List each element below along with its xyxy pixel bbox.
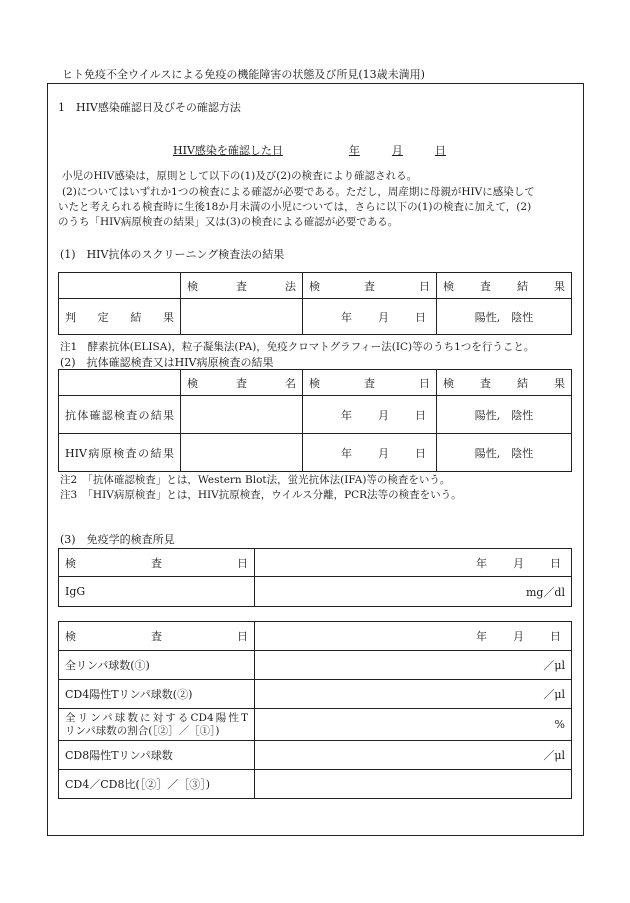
cd4-cd8-ratio-label: CD4／CD8比(［②］／［③］) <box>59 770 255 799</box>
paragraph-4: のうち「HIV病原検査の結果」又は(3)の検査による確認が必要である。 <box>58 216 399 228</box>
igg-table <box>58 548 572 607</box>
screening-table <box>58 272 572 335</box>
cd4-ratio-label-line1: 全リンパ球数に対するCD4陽性T <box>65 711 248 724</box>
screening-method-input[interactable] <box>181 299 303 335</box>
note-3: 注3 「HIV病原検査」とは，HIV抗原検査，ウイルス分離，PCR法等の検査をいう。 <box>60 489 462 501</box>
screening-row-label: 判定結果 <box>59 299 181 335</box>
screening-col-date: 検査日 <box>303 273 437 299</box>
cd4-count-label: CD4陽性Tリンパ球数(②) <box>59 680 255 709</box>
confirm-col-date: 検査日 <box>303 370 437 396</box>
screening-date-input[interactable]: 年 月 日 <box>303 299 437 335</box>
cd8-count-label: CD8陽性Tリンパ球数 <box>59 741 255 770</box>
antibody-confirm-result-choice[interactable]: 陽性, 陰性 <box>437 396 572 434</box>
confirm-col-name: 検査名 <box>181 370 303 396</box>
confirm-tests-table <box>58 369 572 472</box>
screening-header-blank <box>59 273 181 299</box>
lymph-date-label: 検査日 <box>59 622 255 651</box>
total-lymphocyte-input[interactable]: ／μl <box>255 651 572 680</box>
lymphocyte-table <box>58 621 572 799</box>
note-2: 注2 「抗体確認検査」とは，Western Blot法，蛍光抗体法(IFA)等の検査をいう。 <box>60 474 451 486</box>
confirm-header-blank <box>59 370 181 396</box>
cd4-ratio-input[interactable]: % <box>255 709 572 741</box>
cd4-ratio-label <box>59 709 255 741</box>
lymph-date-input[interactable]: 年 月 日 <box>255 622 572 651</box>
confirm-date-line <box>173 142 446 158</box>
hiv-pathogen-result-choice[interactable]: 陽性, 陰性 <box>437 434 572 472</box>
antibody-confirm-date-input[interactable]: 年 月 日 <box>303 396 437 434</box>
igg-date-label: 検査日 <box>59 549 255 577</box>
screening-result-choice[interactable]: 陽性, 陰性 <box>437 299 572 335</box>
confirm-label: HIV感染を確認した日 <box>173 144 283 157</box>
confirm-month: 月 <box>391 144 403 157</box>
confirm-year: 年 <box>348 144 360 157</box>
immuno-heading: (3) 免疫学的検査所見 <box>60 533 175 546</box>
confirm-col-result: 検査結果 <box>437 370 572 396</box>
note-1: 注1 酵素抗体(ELISA)，粒子凝集法(PA)，免疫クロマトグラフィー法(IC)等のうち1つを行うこと。 <box>60 341 535 353</box>
hiv-pathogen-label: HIV病原検査の結果 <box>59 434 181 472</box>
screening-col-method: 検査法 <box>181 273 303 299</box>
cd8-count-input[interactable]: ／μl <box>255 741 572 770</box>
paragraph-2: (2)についてはいずれか1つの検査による確認が必要である。ただし，周産期に母親がHIVに感染して <box>62 186 535 198</box>
cd4-count-input[interactable]: ／μl <box>255 680 572 709</box>
total-lymphocyte-label: 全リンパ球数(①) <box>59 651 255 680</box>
screening-heading: (1) HIV抗体のスクリーニング検査法の結果 <box>60 248 285 261</box>
igg-date-input[interactable]: 年 月 日 <box>255 549 572 577</box>
screening-col-result: 検査結果 <box>437 273 572 299</box>
paragraph-3: いたと考えられる検査時に生後18か月未満の小児については，さらに以下の(1)の検査に加えて，(2) <box>58 201 532 213</box>
igg-label: IgG <box>59 577 255 607</box>
igg-value-input[interactable]: mg／dl <box>255 577 572 607</box>
antibody-confirm-label: 抗体確認検査の結果 <box>59 396 181 434</box>
cd4-cd8-ratio-input[interactable] <box>255 770 572 799</box>
cd4-ratio-label-line2: リンパ球数の割合(［②］／［①］) <box>65 724 220 737</box>
hiv-pathogen-date-input[interactable]: 年 月 日 <box>303 434 437 472</box>
hiv-pathogen-name-input[interactable] <box>181 434 303 472</box>
paragraph-1: 小児のHIV感染は，原則として以下の(1)及び(2)の検査により確認される。 <box>62 170 418 182</box>
document-title: ヒト免疫不全ウイルスによる免疫の機能障害の状態及び所見(13歳未満用) <box>62 68 425 81</box>
confirm-day: 日 <box>434 144 446 157</box>
confirm-tests-heading: (2) 抗体確認検査又はHIV病原検査の結果 <box>60 356 274 369</box>
section1-heading: 1 HIV感染確認日及びその確認方法 <box>58 101 241 114</box>
antibody-confirm-name-input[interactable] <box>181 396 303 434</box>
